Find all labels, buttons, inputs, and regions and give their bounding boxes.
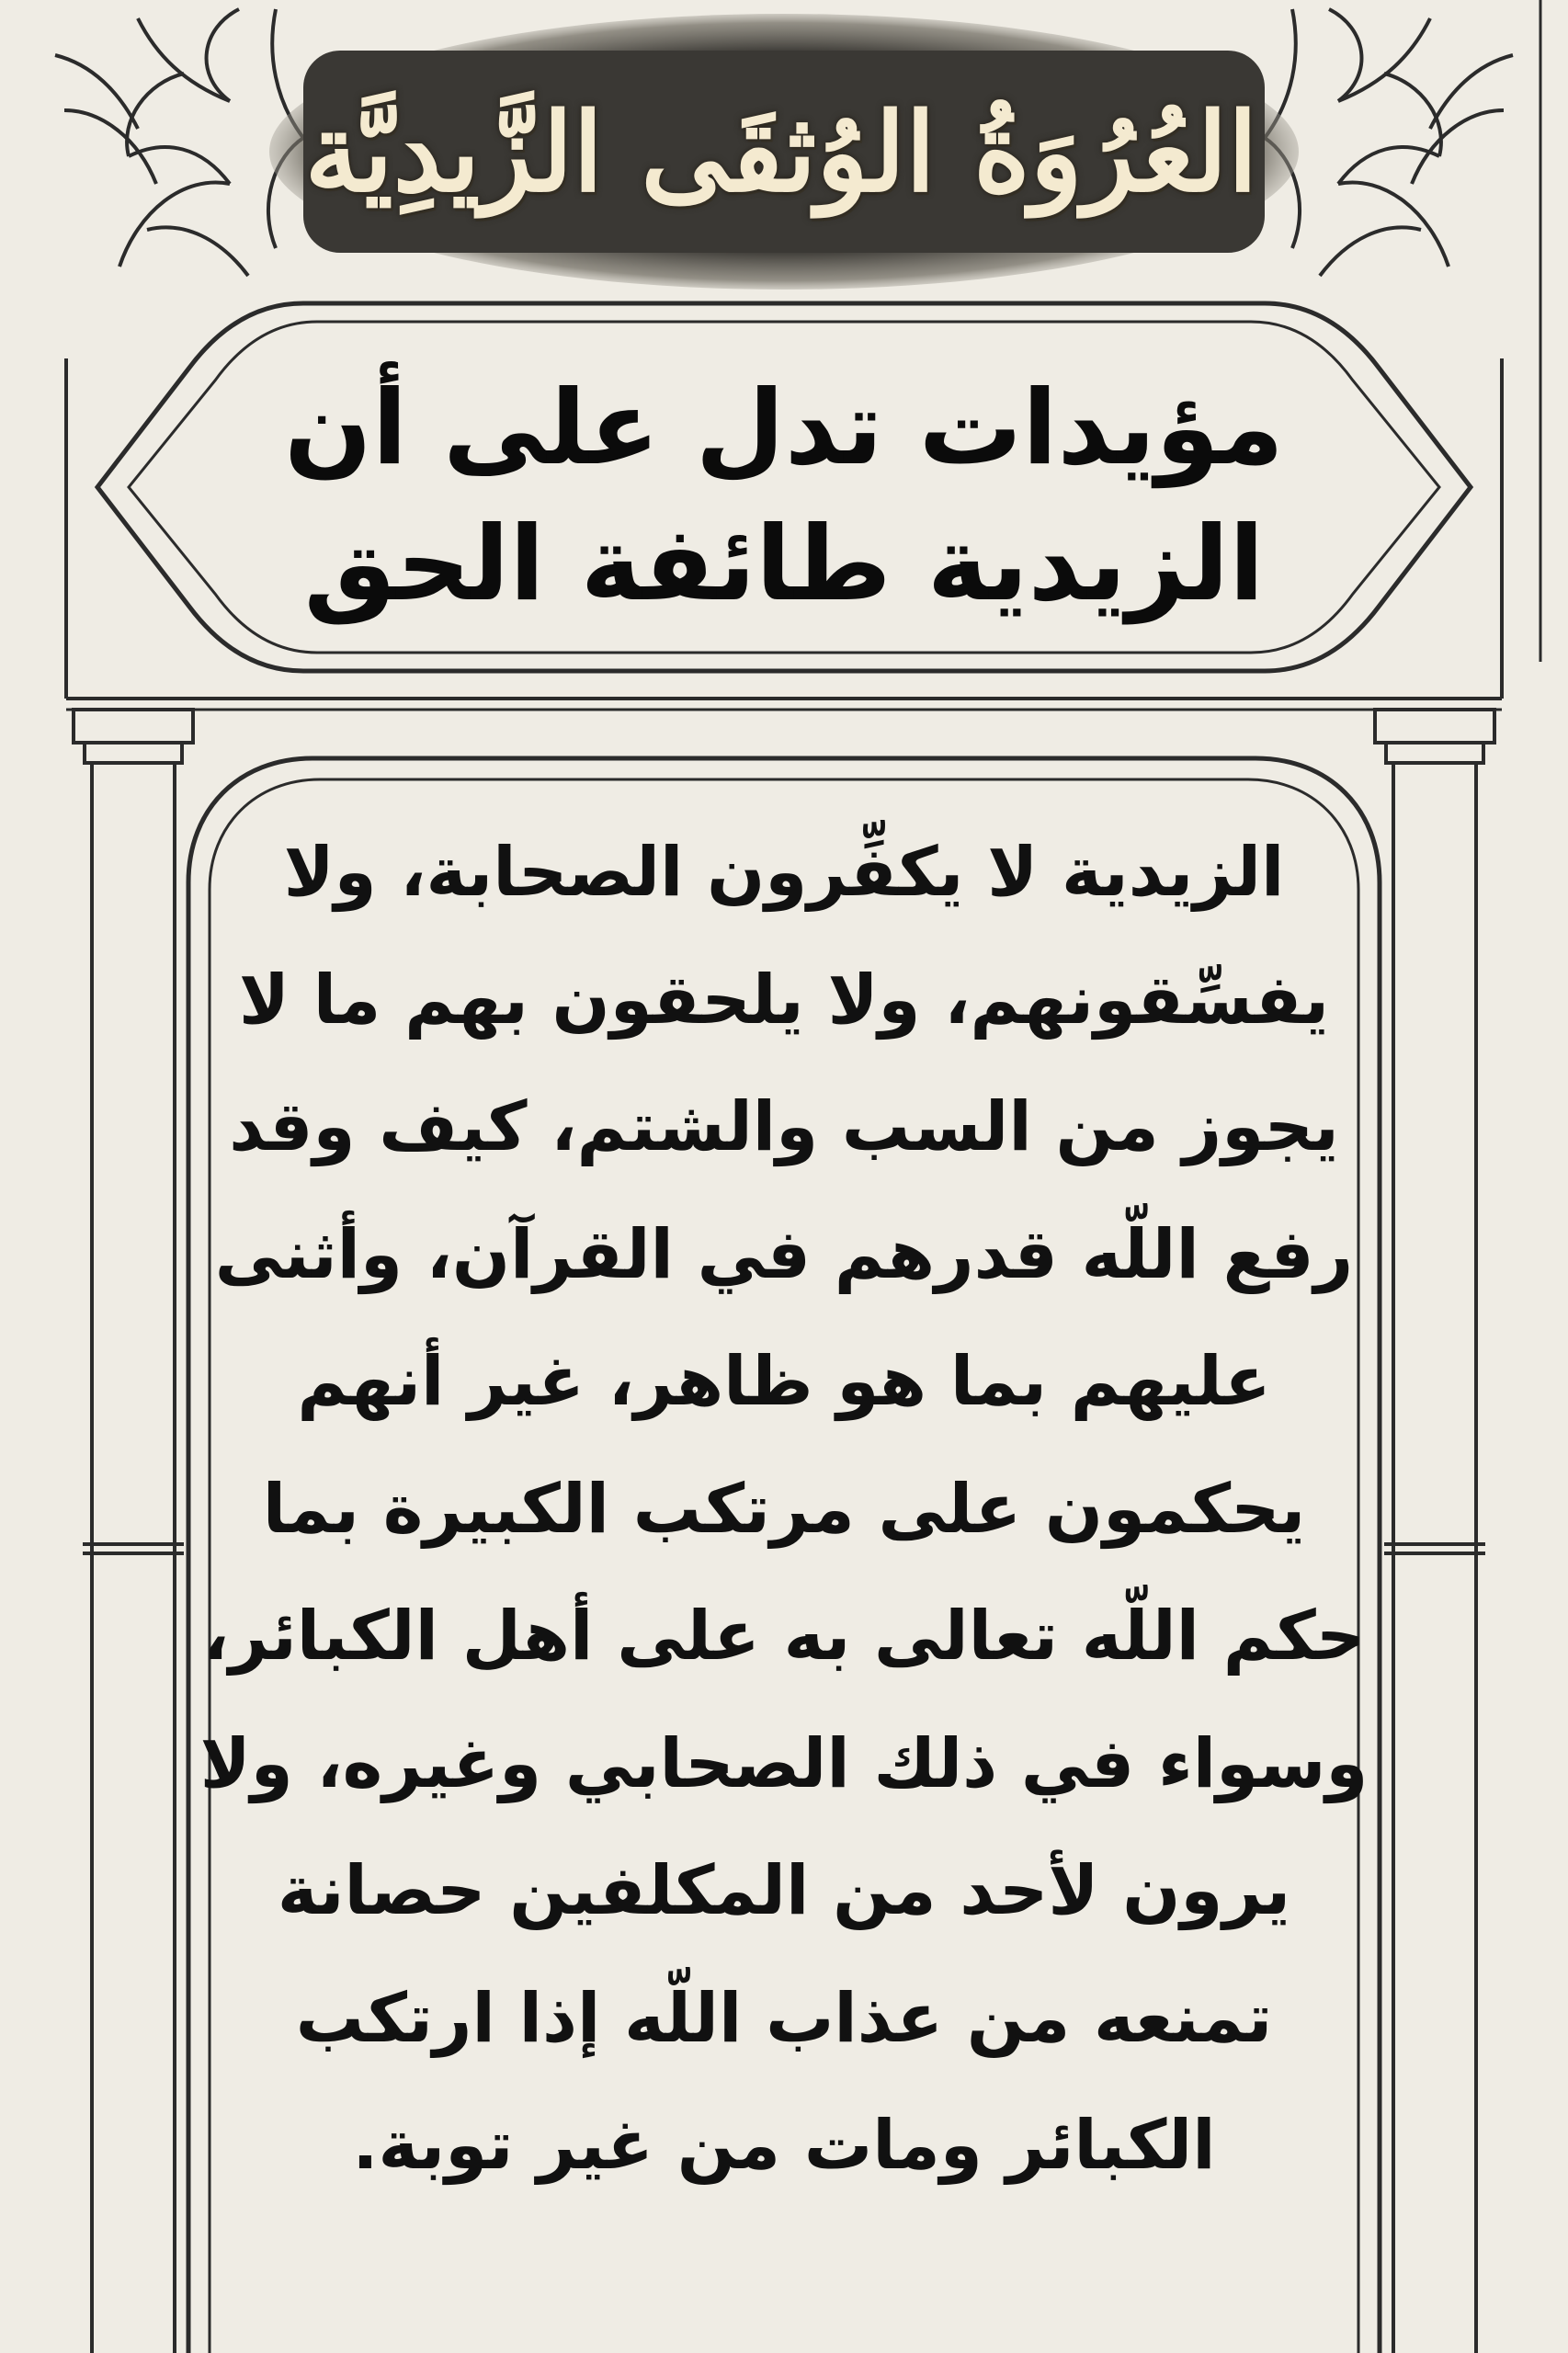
body-line: الزيدية لا يكفِّرون الصحابة، ولا — [283, 833, 1285, 912]
header-title: العُرُوَةُ الوُثقَى الزَّيدِيَّة — [304, 87, 1258, 216]
floral-ornament-left-icon — [55, 9, 303, 276]
body-line: يجوز من السب والشتم، كيف وقد — [229, 1087, 1339, 1166]
title-line: مؤيدات تدل على أن — [284, 369, 1284, 488]
body-line: يفسِّقونهم، ولا يلحقون بهم ما لا — [238, 960, 1330, 1040]
body-line: يحكمون على مرتكب الكبيرة بما — [262, 1469, 1306, 1549]
body-line: الكبائر ومات من غير توبة. — [352, 2106, 1216, 2185]
title-line: الزيدية طائفة الحق — [303, 505, 1265, 624]
body-line: وسواء في ذلك الصحابي وغيره، ولا — [199, 1723, 1369, 1803]
floral-ornament-right-icon — [1265, 9, 1513, 276]
body-text — [199, 809, 1369, 2252]
body-line: عليهم بما هو ظاهر، غير أنهم — [297, 1342, 1271, 1421]
left-column — [74, 710, 193, 2353]
right-column — [1375, 710, 1494, 2353]
body-line: حكم اللّه تعالى به على أهل الكبائر، — [202, 1597, 1366, 1676]
header-banner — [294, 37, 1268, 267]
body-line: رفع اللّه قدرهم في القرآن، وأثنى — [214, 1214, 1354, 1294]
body-line: تمنعه من عذاب اللّه إذا ارتكب — [295, 1978, 1273, 2058]
body-line: يرون لأحد من المكلفين حصانة — [277, 1851, 1291, 1930]
page-title — [184, 349, 1384, 643]
